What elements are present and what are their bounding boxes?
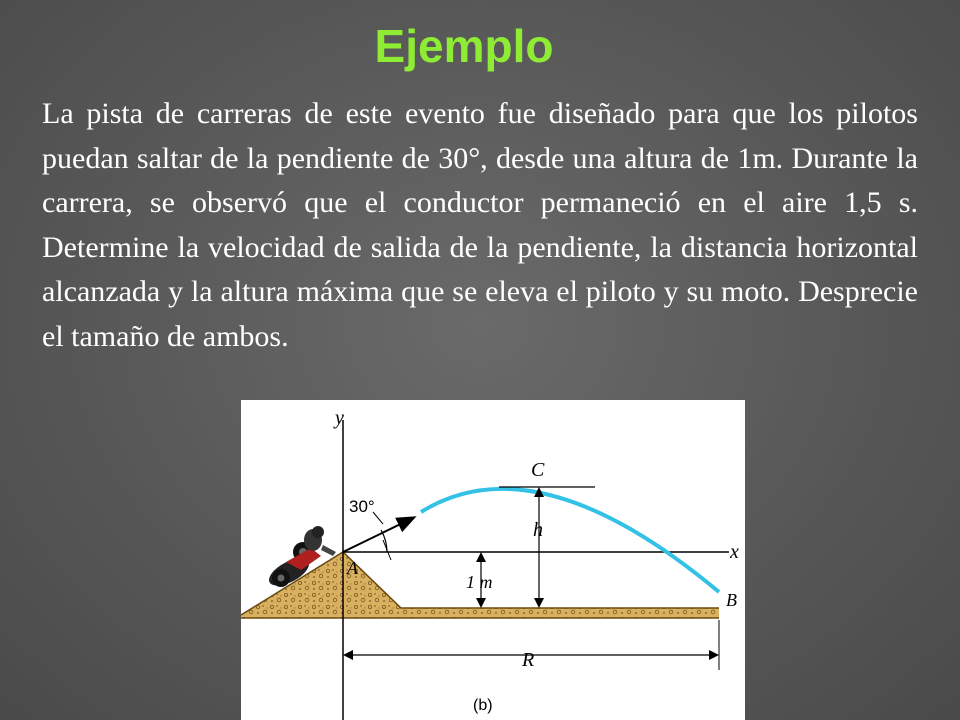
- slide-title: [0, 16, 960, 76]
- point-a-label: A: [347, 558, 358, 578]
- problem-statement: La pista de carreras de este evento fue diseñado para que los pilotos puedan saltar de la pendiente de 30°, desde una altura de 1m. Durante la carrera, se observó que el conductor permaneció en el aire 1,5 s. Determine la velocidad de salida de la pendiente, la distancia horizontal alcanzada y la altura máxima que se eleva el piloto y su moto. Desprecie el tamaño de ambos.: [42, 97, 918, 353]
- one-meter-label: 1 m: [466, 572, 493, 592]
- y-axis-label: y: [335, 407, 344, 429]
- point-b-label: B: [726, 590, 737, 610]
- x-axis-label: x: [730, 541, 739, 563]
- slide-title-text: Ejemplo: [374, 20, 554, 72]
- angle-label: 30°: [349, 497, 375, 516]
- height-label: h: [533, 519, 543, 541]
- figure-caption: (b): [473, 697, 493, 714]
- velocity-arrow: [343, 518, 413, 552]
- range-label: R: [522, 649, 535, 671]
- projectile-figure: [241, 400, 745, 720]
- point-c-label: C: [531, 459, 545, 481]
